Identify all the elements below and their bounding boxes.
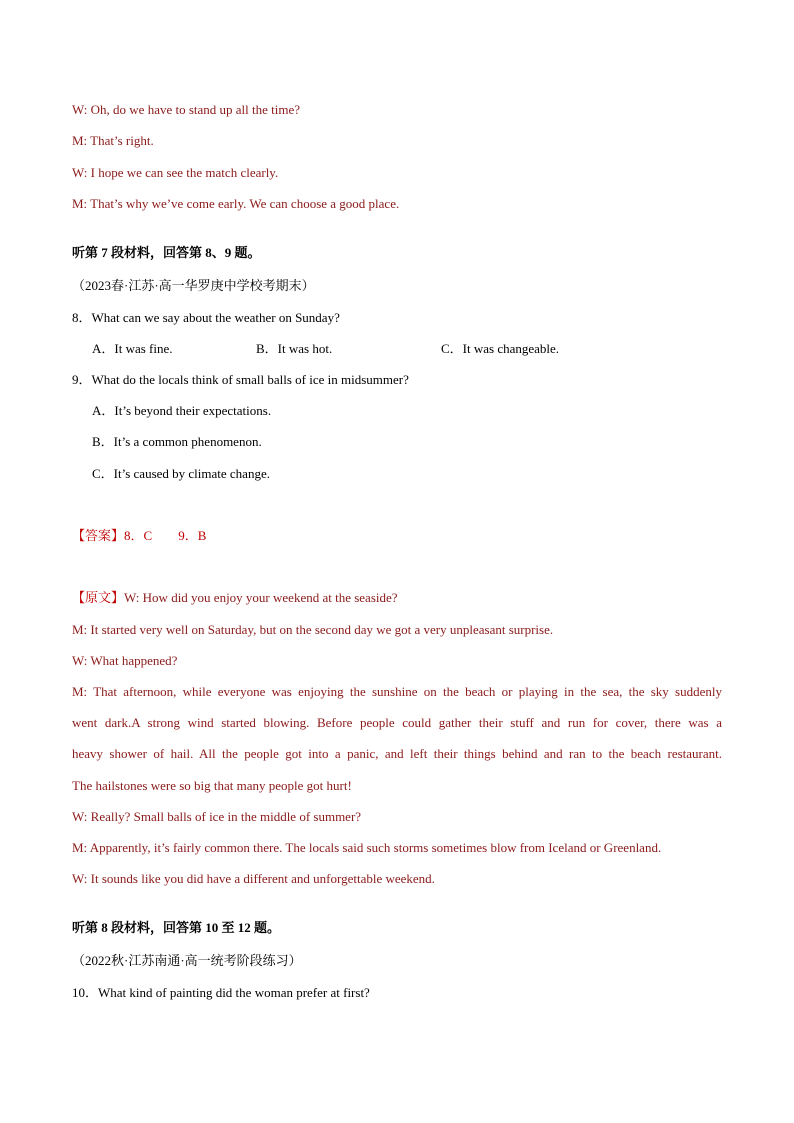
transcript-line: heavy shower of hail. All the people got into a panic, and left their things behind and ran to the beach restaurant. bbox=[72, 746, 722, 761]
option-b: B．It’s a common phenomenon. bbox=[92, 434, 262, 449]
dialogue-line: W: I hope we can see the match clearly. bbox=[72, 165, 279, 180]
transcript-first-line bbox=[72, 589, 398, 607]
transcript-line: M: It started very well on Saturday, but on the second day we got a very unpleasant surprise. bbox=[72, 622, 554, 637]
option-c: C．It was changeable. bbox=[441, 341, 560, 356]
dialogue-line: M: That’s right. bbox=[72, 133, 154, 148]
dialogue-line: M: That’s why we’ve come early. We can choose a good place. bbox=[72, 196, 400, 211]
option-b: B．It was hot. bbox=[256, 341, 333, 356]
transcript-line: W: It sounds like you did have a different and unforgettable weekend. bbox=[72, 871, 435, 886]
answer-8: 8．C bbox=[124, 528, 153, 543]
question-source: （2022秋·江苏南通·高一统考阶段练习） bbox=[72, 953, 302, 968]
question-8-options bbox=[92, 340, 692, 358]
transcript-line: went dark.A strong wind started blowing. Before people could gather their stuff and run for cover, there was a bbox=[72, 715, 722, 730]
answer-9: 9．B bbox=[178, 528, 207, 543]
option-a: A．It’s beyond their expectations. bbox=[92, 403, 272, 418]
question-10: 10．What kind of painting did the woman prefer at first? bbox=[72, 985, 370, 1000]
transcript-line: W: Really? Small balls of ice in the middle of summer? bbox=[72, 809, 362, 824]
option-a: A．It was fine. bbox=[92, 341, 173, 356]
question-9: 9．What do the locals think of small balls of ice in midsummer? bbox=[72, 372, 409, 387]
section-heading: 听第 7 段材料，回答第 8、9 题。 bbox=[72, 245, 261, 260]
transcript-text: W: How did you enjoy your weekend at the seaside? bbox=[124, 590, 398, 605]
option-c: C．It’s caused by climate change. bbox=[92, 466, 270, 481]
question-source: （2023春·江苏·高一华罗庚中学校考期末） bbox=[72, 278, 315, 293]
section-heading: 听第 8 段材料，回答第 10 至 12 题。 bbox=[72, 920, 281, 935]
transcript-line: W: What happened? bbox=[72, 653, 178, 668]
answer-line bbox=[72, 527, 206, 545]
answer-label: 【答案】 bbox=[72, 528, 125, 543]
question-8: 8．What can we say about the weather on Sunday? bbox=[72, 310, 340, 325]
transcript-label: 【原文】 bbox=[72, 590, 125, 605]
dialogue-line: W: Oh, do we have to stand up all the time? bbox=[72, 102, 301, 117]
transcript-line: M: That afternoon, while everyone was enjoying the sunshine on the beach or playing in the sea, the sky suddenly bbox=[72, 684, 722, 699]
transcript-line: M: Apparently, it’s fairly common there. The locals said such storms sometimes blow from Iceland or Greenland. bbox=[72, 840, 662, 855]
transcript-line: The hailstones were so big that many people got hurt! bbox=[72, 778, 352, 793]
